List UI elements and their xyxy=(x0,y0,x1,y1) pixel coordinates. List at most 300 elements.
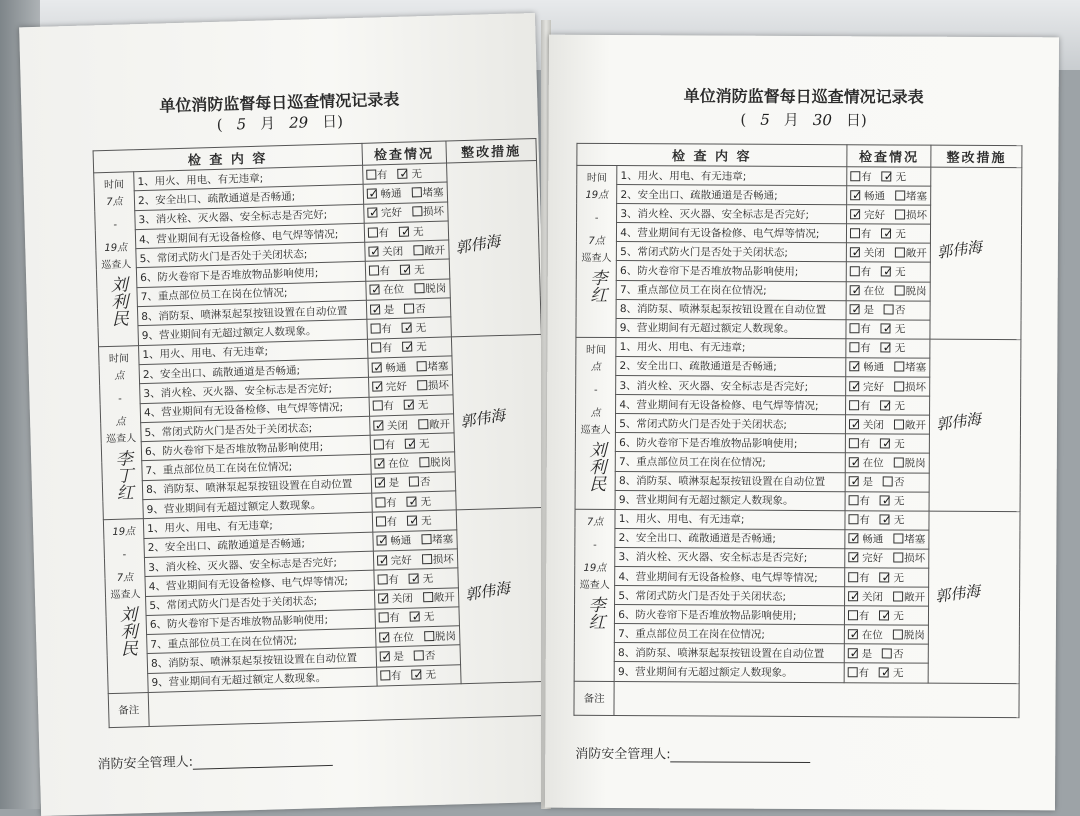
option-a[interactable] xyxy=(849,322,871,337)
option-b[interactable] xyxy=(895,207,927,222)
check-status xyxy=(844,644,929,664)
checkbox-icon[interactable] xyxy=(416,361,426,371)
option-b[interactable] xyxy=(894,417,926,432)
checkmark-icon: ✓ xyxy=(850,627,860,641)
time-end: 点 xyxy=(104,415,137,429)
checkbox-icon[interactable] xyxy=(422,554,432,564)
checkbox-icon[interactable] xyxy=(883,476,893,486)
option-a[interactable] xyxy=(848,646,873,661)
option-b[interactable] xyxy=(893,532,925,547)
option-b[interactable] xyxy=(405,436,430,452)
option-label: 完好 xyxy=(391,552,412,568)
option-label: 否 xyxy=(425,648,436,663)
check-item: 2、安全出口、疏散通道是否畅通; xyxy=(144,532,373,558)
option-a[interactable] xyxy=(850,226,872,241)
checkbox-icon[interactable] xyxy=(372,401,382,411)
time-end: 19点 xyxy=(578,562,611,575)
option-a[interactable] xyxy=(378,610,400,626)
check-item: 2、安全出口、疏散通道是否畅通; xyxy=(617,185,847,205)
option-a[interactable] xyxy=(370,321,392,337)
checkmark-icon: ✓ xyxy=(381,630,391,644)
checkmark-icon: ✓ xyxy=(883,226,893,240)
check-status xyxy=(844,606,929,626)
option-a[interactable] xyxy=(366,167,388,183)
check-status xyxy=(846,224,931,244)
option-b[interactable] xyxy=(422,551,454,567)
form-title: 单位消防监督每日巡查情况记录表 xyxy=(549,83,1059,109)
checkmark-icon: ✓ xyxy=(375,418,385,432)
option-label: 有 xyxy=(383,398,394,413)
date-day: 29 xyxy=(275,113,323,132)
option-b[interactable] xyxy=(414,648,436,664)
option-label: 在位 xyxy=(864,283,885,298)
date-open: ( xyxy=(740,111,746,129)
check-status xyxy=(365,279,450,301)
checkbox-icon[interactable] xyxy=(380,671,390,681)
check-item: 8、消防泵、喷淋泵起泵按钮设置在自动位置 xyxy=(615,643,845,663)
manager-label: 消防安全管理人: xyxy=(98,755,194,773)
checkbox-icon[interactable] xyxy=(412,206,422,216)
option-label: 有 xyxy=(860,341,871,356)
checkbox-icon[interactable] xyxy=(413,245,423,255)
checkbox-icon[interactable] xyxy=(377,574,387,584)
option-b[interactable] xyxy=(894,455,926,470)
time-start: 点 xyxy=(579,361,612,374)
check-status xyxy=(373,549,458,571)
option-a[interactable] xyxy=(850,169,872,184)
checkbox-icon[interactable] xyxy=(850,228,860,238)
checkbox-icon[interactable] xyxy=(895,286,905,296)
option-label: 有 xyxy=(861,169,872,184)
date-day-label: 日) xyxy=(322,112,343,131)
checkbox-icon[interactable] xyxy=(423,592,433,602)
check-status xyxy=(845,434,930,454)
option-label: 无 xyxy=(893,665,904,680)
inspection-table xyxy=(93,138,553,728)
checkbox-icon[interactable] xyxy=(893,591,903,601)
option-label: 否 xyxy=(415,301,426,316)
checkbox-icon[interactable] xyxy=(848,572,858,582)
option-a[interactable] xyxy=(369,282,404,298)
option-a[interactable] xyxy=(371,359,406,375)
option-b[interactable] xyxy=(893,627,925,642)
checkbox-icon[interactable] xyxy=(894,457,904,467)
check-status xyxy=(364,221,449,243)
checkbox-icon[interactable] xyxy=(849,324,859,334)
measure-cell xyxy=(451,334,546,510)
checkbox-icon[interactable] xyxy=(848,610,858,620)
option-b[interactable] xyxy=(402,320,427,336)
checkmark-icon: ✓ xyxy=(401,224,411,238)
time-cell xyxy=(94,172,139,347)
check-item: 7、重点部位员工在岗在位情况; xyxy=(615,624,845,644)
option-label: 在位 xyxy=(393,629,414,645)
option-b[interactable] xyxy=(404,301,426,317)
option-a[interactable] xyxy=(850,245,885,260)
option-a[interactable] xyxy=(375,514,397,530)
option-label: 关闭 xyxy=(392,591,413,607)
option-a[interactable] xyxy=(848,627,883,642)
right-page xyxy=(545,35,1059,811)
option-b[interactable] xyxy=(414,281,446,297)
checkbox-icon[interactable] xyxy=(895,247,905,257)
option-a[interactable] xyxy=(368,263,390,279)
option-a[interactable] xyxy=(847,665,869,680)
checkbox-icon[interactable] xyxy=(893,534,903,544)
checkbox-icon[interactable] xyxy=(409,477,419,487)
option-a[interactable] xyxy=(372,379,407,395)
check-item: 1、用火、用电、有无违章; xyxy=(615,509,845,529)
option-a[interactable] xyxy=(848,512,870,527)
option-a[interactable] xyxy=(849,283,884,298)
option-label: 堵塞 xyxy=(432,532,453,548)
option-label: 关闭 xyxy=(862,589,883,604)
check-status xyxy=(376,665,461,687)
option-b[interactable] xyxy=(421,532,453,548)
date-open: ( xyxy=(216,116,222,134)
option-b[interactable] xyxy=(881,226,906,241)
checkbox-icon[interactable] xyxy=(411,187,421,197)
checkbox-icon[interactable] xyxy=(375,516,385,526)
checkbox-icon[interactable] xyxy=(850,266,860,276)
checkbox-icon[interactable] xyxy=(849,438,859,448)
option-a[interactable] xyxy=(369,302,394,318)
time-start: 点 xyxy=(103,369,136,383)
option-label: 畅通 xyxy=(862,532,883,547)
option-a[interactable] xyxy=(372,398,394,414)
checkmark-icon: ✓ xyxy=(882,494,892,508)
option-label: 无 xyxy=(416,339,427,354)
check-status xyxy=(844,663,929,683)
option-b[interactable] xyxy=(400,262,425,278)
check-item: 4、营业期间有无设备检修、电气焊等情况; xyxy=(140,397,369,423)
option-a[interactable] xyxy=(849,360,884,375)
option-label: 畅通 xyxy=(864,188,885,203)
option-a[interactable] xyxy=(848,589,883,604)
check-item: 9、营业期间有无超过额定人数现象。 xyxy=(143,493,372,519)
option-label: 无 xyxy=(895,322,906,337)
option-a[interactable] xyxy=(848,570,870,585)
checkbox-icon[interactable] xyxy=(414,650,424,660)
option-label: 有 xyxy=(379,263,390,278)
option-b[interactable] xyxy=(893,551,925,566)
checkbox-icon[interactable] xyxy=(404,303,414,313)
option-b[interactable] xyxy=(411,667,436,683)
option-a[interactable] xyxy=(848,532,883,547)
option-a[interactable] xyxy=(848,493,870,508)
check-status xyxy=(370,452,455,474)
option-b[interactable] xyxy=(418,416,450,432)
header-content: 检 查 内 容 xyxy=(577,143,847,166)
measure-signature: 郭伟海 xyxy=(935,408,982,435)
option-b[interactable] xyxy=(893,589,925,604)
checkbox-icon[interactable] xyxy=(849,400,859,410)
option-b[interactable] xyxy=(410,609,435,625)
option-b[interactable] xyxy=(879,665,904,680)
option-b[interactable] xyxy=(406,494,431,510)
check-status xyxy=(845,472,930,492)
option-a[interactable] xyxy=(848,551,883,566)
option-b[interactable] xyxy=(880,398,905,413)
option-a[interactable] xyxy=(366,186,401,202)
check-item: 2、安全出口、疏散通道是否畅通; xyxy=(139,358,368,384)
checkbox-icon[interactable] xyxy=(368,266,378,276)
option-b[interactable] xyxy=(411,185,443,201)
option-label: 无 xyxy=(894,570,905,585)
checkmark-icon: ✓ xyxy=(376,476,386,490)
checkmark-icon: ✓ xyxy=(881,570,891,584)
patrol-name: 刘利民 xyxy=(115,606,138,658)
option-a[interactable] xyxy=(849,417,884,432)
option-a[interactable] xyxy=(367,225,389,241)
option-a[interactable] xyxy=(379,629,414,645)
checkbox-icon[interactable] xyxy=(421,534,431,544)
checkmark-icon: ✓ xyxy=(850,474,860,488)
checkmark-icon: ✓ xyxy=(408,494,418,508)
option-a[interactable] xyxy=(849,455,884,470)
option-a[interactable] xyxy=(376,533,411,549)
time-dash: - xyxy=(108,549,141,563)
option-b[interactable] xyxy=(407,513,432,529)
checkbox-icon[interactable] xyxy=(375,497,385,507)
checkbox-icon[interactable] xyxy=(849,343,859,353)
check-status xyxy=(846,243,931,263)
option-a[interactable] xyxy=(373,417,408,433)
option-b[interactable] xyxy=(879,608,904,623)
time-dash: - xyxy=(578,539,611,552)
checkmark-icon: ✓ xyxy=(381,649,391,663)
option-b[interactable] xyxy=(397,166,422,182)
option-b[interactable] xyxy=(881,264,906,279)
checkbox-icon[interactable] xyxy=(370,323,380,333)
option-b[interactable] xyxy=(880,513,905,528)
option-b[interactable] xyxy=(884,303,906,318)
option-label: 是 xyxy=(863,303,874,318)
time-start: 19点 xyxy=(580,189,613,202)
check-item: 1、用火、用电、有无违章; xyxy=(134,165,363,191)
checkbox-icon[interactable] xyxy=(424,631,434,641)
time-start: 7点 xyxy=(98,195,131,209)
check-status xyxy=(371,472,456,494)
option-a[interactable] xyxy=(378,591,413,607)
checkbox-icon[interactable] xyxy=(850,171,860,181)
checkbox-icon[interactable] xyxy=(419,457,429,467)
check-item: 9、营业期间有无超过额定人数现象。 xyxy=(138,320,367,346)
option-a[interactable] xyxy=(849,398,871,413)
checkmark-icon: ✓ xyxy=(368,186,378,200)
option-b[interactable] xyxy=(895,188,927,203)
checkbox-icon[interactable] xyxy=(884,305,894,315)
checkbox-icon[interactable] xyxy=(895,190,905,200)
table-row xyxy=(575,509,1020,530)
check-status xyxy=(369,414,454,436)
option-b[interactable] xyxy=(423,590,455,606)
check-item: 4、营业期间有无设备检修、电气焊等情况; xyxy=(135,223,364,249)
option-a[interactable] xyxy=(373,437,395,453)
checkbox-icon[interactable] xyxy=(366,169,376,179)
option-a[interactable] xyxy=(367,205,402,221)
date-month-label: 月 xyxy=(260,114,276,132)
check-item: 9、营业期间有无超过额定人数现象。 xyxy=(614,662,844,682)
checkbox-icon[interactable] xyxy=(848,495,858,505)
checkmark-icon: ✓ xyxy=(883,264,893,278)
option-b[interactable] xyxy=(419,455,451,471)
option-a[interactable] xyxy=(374,475,399,491)
checkmark-icon: ✓ xyxy=(406,398,416,412)
checkbox-icon[interactable] xyxy=(378,613,388,623)
checkbox-icon[interactable] xyxy=(417,380,427,390)
option-label: 否 xyxy=(895,303,906,318)
check-item: 8、消防泵、喷淋泵起泵按钮设置在自动位置 xyxy=(615,471,845,491)
option-label: 畅通 xyxy=(390,533,411,549)
checkmark-icon: ✓ xyxy=(411,571,421,585)
checkbox-icon[interactable] xyxy=(418,419,428,429)
check-item: 3、消火栓、灭火器、安全标志是否完好; xyxy=(145,551,374,577)
time-cell xyxy=(575,337,616,509)
signature-line[interactable] xyxy=(193,753,333,770)
option-b[interactable] xyxy=(895,284,927,299)
option-a[interactable] xyxy=(377,572,399,588)
checkbox-icon[interactable] xyxy=(894,419,904,429)
checkbox-icon[interactable] xyxy=(882,648,892,658)
check-status xyxy=(844,568,929,588)
check-status xyxy=(846,262,931,282)
option-a[interactable] xyxy=(368,244,403,260)
option-b[interactable] xyxy=(417,377,449,393)
time-start: 19点 xyxy=(107,526,140,540)
check-item: 5、常闭式防火门是否处于关闭状态; xyxy=(616,414,846,434)
checkbox-icon[interactable] xyxy=(893,553,903,563)
check-status xyxy=(376,645,461,667)
date-day-label: 日) xyxy=(846,111,867,129)
check-status xyxy=(374,587,459,609)
signature-line[interactable] xyxy=(671,749,811,763)
option-b[interactable] xyxy=(882,646,904,661)
option-b[interactable] xyxy=(882,169,907,184)
checkmark-icon: ✓ xyxy=(851,455,861,469)
option-b[interactable] xyxy=(881,341,906,356)
option-a[interactable] xyxy=(375,495,397,511)
option-b[interactable] xyxy=(413,242,445,258)
option-label: 无 xyxy=(895,265,906,280)
checkbox-icon[interactable] xyxy=(893,629,903,639)
check-status xyxy=(846,281,931,301)
option-a[interactable] xyxy=(849,436,871,451)
option-b[interactable] xyxy=(894,379,926,394)
option-a[interactable] xyxy=(850,207,885,222)
checkbox-icon[interactable] xyxy=(894,362,904,372)
option-label: 损坏 xyxy=(428,377,449,393)
checkmark-icon: ✓ xyxy=(881,608,891,622)
remark-field[interactable] xyxy=(614,681,1019,717)
checkbox-icon[interactable] xyxy=(371,343,381,353)
option-label: 有 xyxy=(859,513,870,528)
option-b[interactable] xyxy=(883,474,905,489)
check-status xyxy=(845,415,930,435)
manager-label: 消防安全管理人: xyxy=(575,747,670,762)
check-status xyxy=(845,491,930,511)
checkmark-icon: ✓ xyxy=(850,551,860,565)
option-label: 有 xyxy=(388,572,399,587)
option-b[interactable] xyxy=(880,436,905,451)
option-label: 有 xyxy=(861,264,872,279)
remark-label: 备注 xyxy=(108,693,149,728)
option-b[interactable] xyxy=(881,322,906,337)
option-label: 损坏 xyxy=(433,551,454,567)
checkbox-icon[interactable] xyxy=(895,209,905,219)
option-label: 有 xyxy=(389,610,400,625)
measure-signature: 郭伟海 xyxy=(934,580,981,607)
option-a[interactable] xyxy=(848,608,870,623)
option-a[interactable] xyxy=(848,474,873,489)
check-item: 2、安全出口、疏散通道是否畅通; xyxy=(615,528,845,548)
option-label: 脱岗 xyxy=(906,284,927,299)
option-label: 无 xyxy=(419,436,430,451)
option-b[interactable] xyxy=(424,628,456,644)
option-a[interactable] xyxy=(849,302,874,317)
option-label: 堵塞 xyxy=(906,188,927,203)
option-a[interactable] xyxy=(849,341,871,356)
checkbox-icon[interactable] xyxy=(847,667,857,677)
option-b[interactable] xyxy=(409,474,431,490)
check-status xyxy=(362,163,447,185)
check-item: 6、防火卷帘下是否堆放物品影响使用; xyxy=(615,605,845,625)
checkmark-icon: ✓ xyxy=(404,340,414,354)
option-b[interactable] xyxy=(879,570,904,585)
check-status xyxy=(371,491,456,513)
checkbox-icon[interactable] xyxy=(367,227,377,237)
option-b[interactable] xyxy=(399,224,424,240)
checkbox-icon[interactable] xyxy=(894,381,904,391)
option-label: 有 xyxy=(378,225,389,240)
option-a[interactable] xyxy=(374,456,409,472)
checkmark-icon: ✓ xyxy=(851,283,861,297)
check-item: 9、营业期间有无超过额定人数现象。 xyxy=(148,667,377,693)
option-label: 无 xyxy=(424,609,435,624)
option-b[interactable] xyxy=(416,358,448,374)
checkbox-icon[interactable] xyxy=(414,284,424,294)
option-a[interactable] xyxy=(379,649,404,665)
option-label: 脱岗 xyxy=(430,455,451,471)
option-b[interactable] xyxy=(404,397,429,413)
checkmark-icon: ✓ xyxy=(378,553,388,567)
option-a[interactable] xyxy=(371,340,393,356)
form-date xyxy=(549,108,1059,132)
option-b[interactable] xyxy=(895,245,927,260)
option-label: 关闭 xyxy=(387,417,408,433)
option-a[interactable] xyxy=(850,188,885,203)
option-b[interactable] xyxy=(402,339,427,355)
check-item: 4、营业期间有无设备检修、电气焊等情况; xyxy=(615,566,845,586)
checkbox-icon[interactable] xyxy=(848,514,858,524)
option-label: 堵塞 xyxy=(422,185,443,201)
checkbox-icon[interactable] xyxy=(373,439,383,449)
option-label: 有 xyxy=(381,321,392,336)
option-b[interactable] xyxy=(894,360,926,375)
option-b[interactable] xyxy=(880,494,905,509)
option-b[interactable] xyxy=(409,571,434,587)
option-label: 有 xyxy=(861,226,872,241)
check-status xyxy=(845,549,930,569)
option-a[interactable] xyxy=(850,264,872,279)
option-a[interactable] xyxy=(380,668,402,684)
option-label: 有 xyxy=(860,322,871,337)
option-b[interactable] xyxy=(412,204,444,220)
time-cell xyxy=(99,345,144,520)
option-a[interactable] xyxy=(849,379,884,394)
check-item: 4、营业期间有无设备检修、电气焊等情况; xyxy=(145,570,374,596)
option-a[interactable] xyxy=(376,552,411,568)
